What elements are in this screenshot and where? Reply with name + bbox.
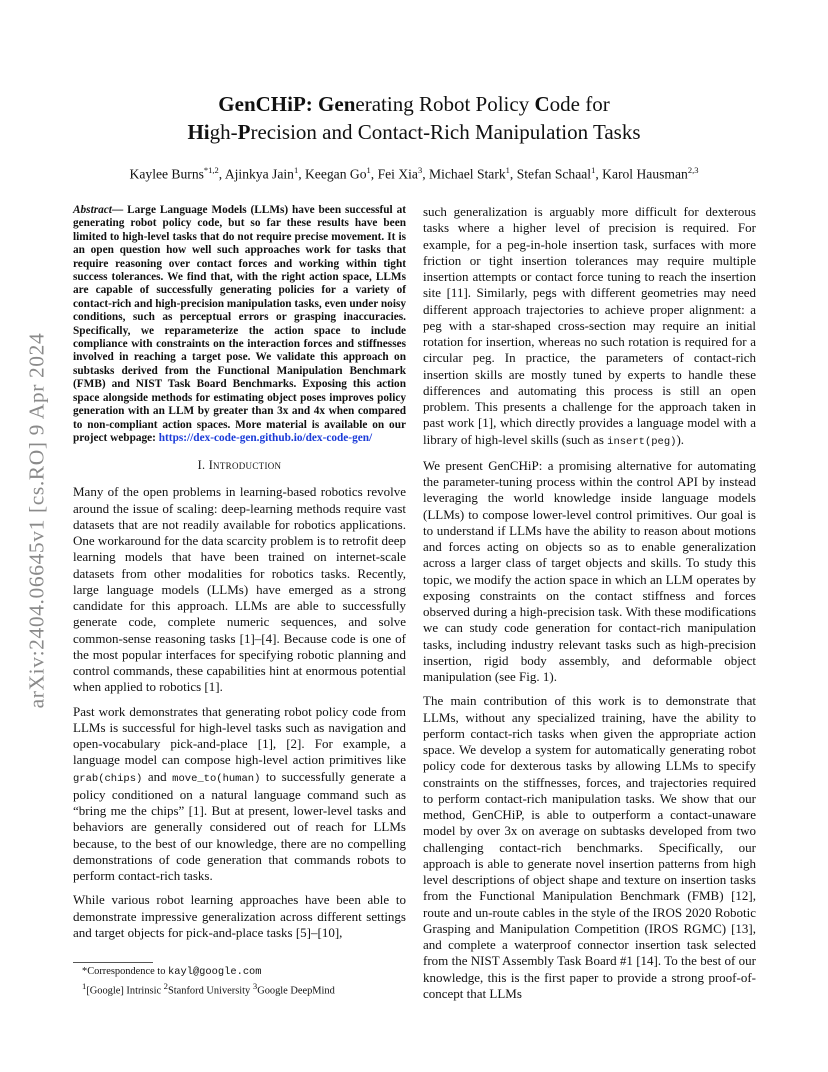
title-fragment: C xyxy=(534,92,550,116)
author-affiliation: 1 xyxy=(366,165,371,175)
project-webpage-link[interactable]: https://dex-code-gen.github.io/dex-code-gen/ xyxy=(158,431,373,444)
title-fragment: ode for xyxy=(549,92,610,116)
footnote-mark: 3 xyxy=(252,981,258,991)
title-fragment: GenCHiP: xyxy=(218,92,313,116)
paragraph-text: to successfully generate a policy conditioned on a natural language command such as “bring me the chips” [1]. But at present, lower-level tasks and behaviors are generally considered out of reach for LLMs because, to the best of our knowledge, there are no compelling demonstrations of code generation that commands robots to perform contact-rich tasks. xyxy=(73,768,406,884)
title-fragment: erating Robot Policy xyxy=(355,92,535,116)
author-name: , Ajinkya Jain xyxy=(218,166,294,182)
title-fragment: P xyxy=(237,120,251,144)
author-affiliation: 2,3 xyxy=(687,165,699,175)
author-name: , Stefan Schaal xyxy=(509,166,592,182)
footnote-mark: 2 xyxy=(163,981,168,991)
paragraph-text: Past work demonstrates that generating robot policy code from LLMs is successful for high-level tasks such as navigation and open-vocabulary pick-and-place [1], [2]. For example, a language model can compose high-level action primitives like xyxy=(73,703,406,768)
title-fragment: Gen xyxy=(318,92,356,116)
author-name: , Keegan Go xyxy=(298,166,367,182)
inline-code: grab(chips) xyxy=(73,772,143,785)
correspondence-footnote xyxy=(82,965,412,979)
left-column xyxy=(73,204,406,941)
abstract xyxy=(73,204,406,445)
footnote-text: *Correspondence to xyxy=(82,966,168,977)
correspondence-email: kayl@google.com xyxy=(168,966,262,978)
footnotes xyxy=(82,965,412,998)
inline-code: move_to(human) xyxy=(172,772,261,785)
author-name: , Karol Hausman xyxy=(595,166,688,182)
footnote-text: [Google] Intrinsic xyxy=(86,985,164,997)
arxiv-identifier-text: arXiv:2404.06645v1 [cs.RO] 9 Apr 2024 xyxy=(24,332,49,708)
paragraph-text: and xyxy=(142,768,173,784)
paragraph-text: ). xyxy=(676,431,685,447)
section-title: Introduction xyxy=(208,458,282,473)
section-heading-introduction xyxy=(73,458,406,473)
author-name: , Michael Stark xyxy=(422,166,506,182)
paper-title xyxy=(90,90,738,146)
affiliation-footnote xyxy=(82,979,412,998)
title-fragment: Hi xyxy=(187,120,210,144)
abstract-dash: — xyxy=(111,204,128,216)
author-affiliation: 1 xyxy=(505,165,510,175)
paragraph-text: such generalization is arguably more difficult for dexterous tasks where a higher level of precision is required. For example, for a peg-in-hole insertion task, surfaces with more friction or tight insertion tolerances may require multiple insertion attempts or contact force tuning to reach the insertion site [11]. Similarly, pegs with different geometries may need different approach trajectories to achieve proper alignment: a peg with a star-shaped cross-section may require an initial rotation for insertion, whereas no such rotation is required for a circular peg. In practice, the parameters of contact-rich insertion skills are mostly tuned by experts to handle these differences and automating this process is still an open problem. This presents a challenge for the approach taken in past work [1], which directly provides a language model with a library of high-level skills (such as xyxy=(423,204,756,447)
inline-code: insert(peg) xyxy=(607,435,677,448)
footnote-text: Stanford University xyxy=(168,985,253,997)
author-affiliation: 1 xyxy=(293,165,299,175)
footnote-text: Google DeepMind xyxy=(257,985,335,997)
right-column xyxy=(423,204,756,1002)
title-fragment: gh- xyxy=(209,120,238,144)
arxiv-identifier-stamp xyxy=(17,285,57,755)
intro-paragraph: While various robot learning approaches have been able to demonstrate impressive generalization across different settings and target objects for pick-and-place tasks [5]–[10], xyxy=(73,892,406,940)
footnote-mark: 1 xyxy=(82,981,87,991)
intro-paragraph: Many of the open problems in learning-based robotics revolve around the issue of scaling: deep-learning methods require vast datasets that are not readily available for robotics applications. One workaround for the data scarcity problem is to retrofit deep learning models that have been trained on internet-scale datasets from other modalities for robotics tasks. Recently, large language models (LLMs) have emerged as a strong candidate for this approach. LLMs are able to successfully generate code, complete numeric sequences, and solve common-sense reasoning tasks [1]–[4]. Because code is one of the most popular interfaces for specifying robotic planning and control commands, these capabilities hint at enormous potential when applied to robotics [1]. xyxy=(73,484,406,695)
body-paragraph: We present GenCHiP: a promising alternative for automating the parameter-tuning process within the control API by instead leveraging the world knowledge inside language models (LLMs) to compose lower-level control primitives. Our goal is to understand if LLMs have the ability to reason about motions and forces acting on objects so as to enable generalization across a larger class of target objects and skills. To study this topic, we modify the action space in which an LLM operates by exposing constraints on the contact stiffness and forces observed during a high-precision task. With these modifications we can study code generation for contact-rich manipulation tasks, including industry relevant tasks such as high-precision insertion, rigid body assembly, and deformable object manipulation (see Fig. 1). xyxy=(423,457,756,684)
author-name: Kaylee Burns xyxy=(129,166,204,182)
title-fragment: recision and Contact-Rich Manipulation Tasks xyxy=(250,120,641,144)
author-list xyxy=(60,161,768,184)
body-paragraph: The main contribution of this work is to demonstrate that LLMs, without any specialized training, have the ability to perform contact-rich tasks when given the appropriate action space. We develop a system for automatically generating robot policy code for dexterous tasks by allowing LLMs to specify constraints on the stiffnesses, forces, and trajectories required to perform contact-rich manipulation tasks. We show that our method, GenCHiP, is able to outperform a contact-unaware model by over 3x on average on subtasks developed from two challenging contact-rich benchmarks. Specifically, our approach is able to generate novel insertion patterns from high level descriptions of object shape and texture on insertion tasks from the Functional Manipulation Benchmark (FMB) [12], route and un-route cables in the style of the IROS 2020 Robotic Grasping and Manipulation Competition (IROS RGMC) [13], and complete a waterproof connector insertion task selected from the NIST Assembly Task Board #1 [14]. To the best of our knowledge, this is the first paper to provide a strong proof-of-concept that LLMs xyxy=(423,693,756,1001)
author-name: , Fei Xia xyxy=(370,166,418,182)
section-number: I. xyxy=(197,458,209,473)
abstract-body: Large Language Models (LLMs) have been successful at generating robot policy code, but so far these results have been limited to high-level tasks that do not require precise movement. It is an open question how well such approaches work for tasks that require reasoning over contact forces and working within tight success tolerances. We find that, with the right action space, LLMs are capable of successfully generating policies for a variety of contact-rich and high-precision manipulation tasks, even under noisy conditions, such as perceptual errors or grasping inaccuracies. Specifically, we reparameterize the action space to include compliance with constraints on the interaction forces and stiffnesses involved in reaching a target pose. We validate this approach on subtasks derived from the Functional Manipulation Benchmark (FMB) and NIST Task Board Benchmarks. Exposing this action space alongside methods for estimating object poses improves policy generation with an LLM by greater than 3x and 4x when compared to non-compliant action spaces. More material is available on our project webpage: xyxy=(73,204,406,444)
body-paragraph xyxy=(423,204,756,450)
author-affiliation: *1,2 xyxy=(203,165,219,175)
footnote-divider xyxy=(73,962,153,963)
abstract-label: Abstract xyxy=(73,204,112,216)
author-affiliation: 1 xyxy=(591,165,596,175)
intro-paragraph xyxy=(73,704,406,885)
author-affiliation: 3 xyxy=(417,165,423,175)
